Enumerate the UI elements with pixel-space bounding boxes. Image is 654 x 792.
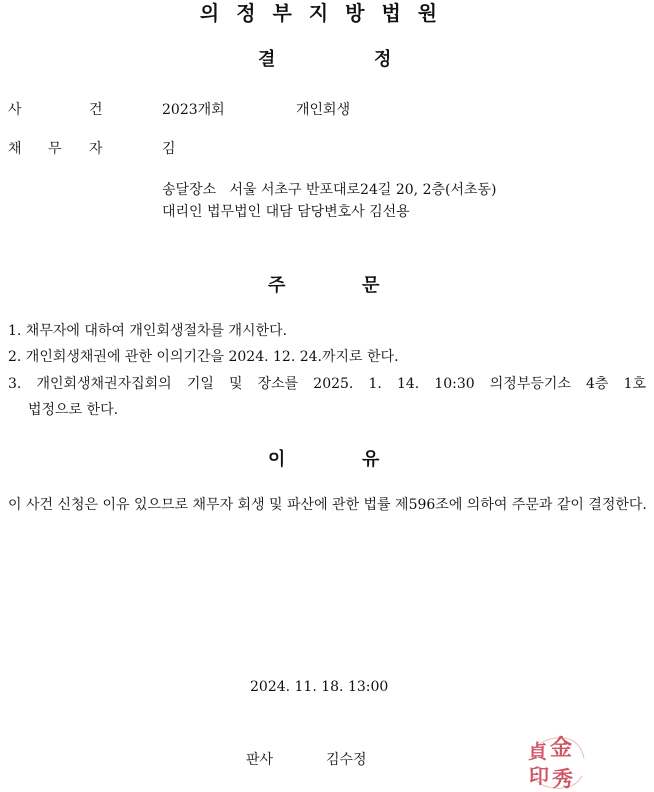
debtor-name: 김 <box>162 141 176 157</box>
case-label-first: 사 <box>8 102 22 118</box>
case-number: 2023개회 <box>162 102 225 118</box>
judge-seal-stamp <box>524 728 588 792</box>
court-name: 의정부지방법원 <box>199 1 455 25</box>
doc-title-second: 정 <box>374 49 392 70</box>
reason-heading-first: 이 <box>268 449 286 470</box>
case-type: 개인회생 <box>296 102 351 118</box>
service-address: 송달장소 서울 서초구 반포대로24길 20, 2층(서초동) <box>162 182 497 198</box>
order-heading-second: 문 <box>362 275 380 296</box>
doc-title-first: 결 <box>258 49 276 70</box>
debtor-label-second: 무 <box>48 141 62 157</box>
debtor-label-first: 채 <box>8 141 22 157</box>
order-heading-first: 주 <box>268 275 286 296</box>
debtor-label-third: 자 <box>89 141 103 157</box>
case-label-second: 건 <box>89 102 103 118</box>
order-item-2: 2. 개인회생채권에 관한 이의기간을 2024. 12. 24.까지로 한다. <box>8 349 399 365</box>
seal-char-in: 印 <box>529 764 549 788</box>
reason-text: 이 사건 신청은 이유 있으므로 채무자 회생 및 파산에 관한 법률 제596조에 의하여 주문과 같이 결정한다. <box>8 497 647 513</box>
seal-char-jeong: 貞 <box>528 741 548 763</box>
decision-datetime: 2024. 11. 18. 13:00 <box>250 679 389 695</box>
seal-char-su: 秀 <box>552 766 573 791</box>
seal-char-kim: 金 <box>550 735 573 761</box>
order-item-3: 3. 개인회생채권자집회의 기일 및 장소를 2025. 1. 14. 10:30 의정부등기소 4층 1호 <box>8 376 646 392</box>
order-item-3-continued: 법정으로 한다. <box>28 402 119 418</box>
judge-name: 김수정 <box>326 752 367 768</box>
legal-agent: 대리인 법무법인 대담 담당변호사 김선용 <box>162 204 410 220</box>
judge-title: 판사 <box>246 752 274 768</box>
reason-heading-second: 유 <box>362 449 380 470</box>
order-item-1: 1. 채무자에 대하여 개인회생절차를 개시한다. <box>8 323 288 339</box>
